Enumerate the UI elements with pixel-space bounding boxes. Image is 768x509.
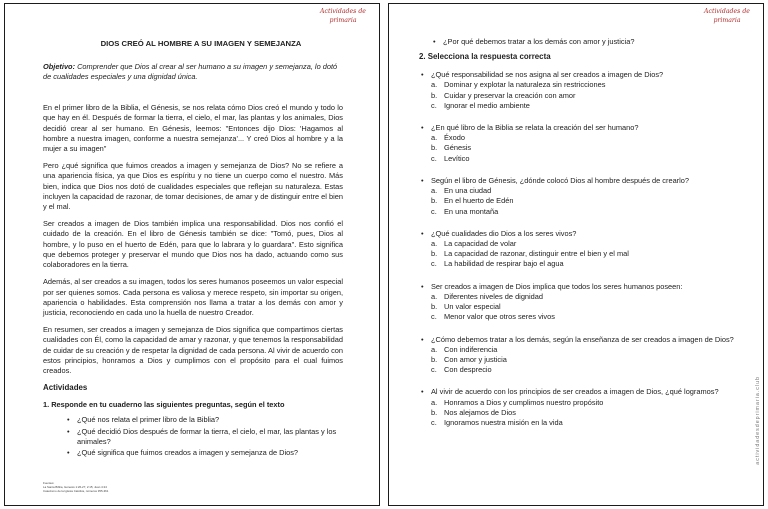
option-letter: a. <box>431 291 438 301</box>
paragraph-2: Pero ¿qué significa que fuimos creados a imagen y semejanza de Dios? No se refiere a una apariencia física, ya que Dios es espíritu y no tiene un cuerpo como el nuestro. Más bien, indica que Dios nos dotó de cualidades especiales que reflejan su naturaleza. Estas incluyen la capacidad de razonar, de tomar decisiones, de amar y de distinguir entre el bien y el mal. <box>43 161 343 212</box>
option-text: Honramos a Dios y cumplimos nuestro propósito <box>444 397 604 407</box>
answer-option <box>431 133 737 143</box>
option-text: Cuidar y preservar la creación con amor <box>444 90 576 100</box>
answer-option <box>431 345 737 355</box>
answer-option <box>431 207 737 217</box>
section-1-questions <box>67 415 343 458</box>
activities-heading: Actividades <box>43 383 88 393</box>
answer-option <box>431 196 737 206</box>
option-text: Con indiferencia <box>444 344 498 354</box>
worksheet-page-left <box>4 3 380 506</box>
option-text: En una montaña <box>444 206 499 216</box>
right-content <box>417 37 737 428</box>
option-text: Un valor especial <box>444 302 501 312</box>
answer-options <box>431 133 737 164</box>
paragraph-4: Además, al ser creados a su imagen, todos los seres humanos poseemos un valor especial por ser quienes somos. Cada persona es valiosa y merece respeto, sin importar su origen, apariencia o habilidades. Esta comprensión nos llama a tratar a los demás con amor y justicia, reconociendo en cada uno la huella de nuestro Creador. <box>43 277 343 317</box>
document-title: DIOS CREÓ AL HOMBRE A SU IMAGEN Y SEMEJANZA <box>100 39 302 48</box>
question-block <box>417 123 737 164</box>
list-item: • ¿Qué decidió Dios después de formar la tierra, el cielo, el mar, las plantas y los animales? <box>67 427 343 447</box>
question-block <box>417 335 737 376</box>
option-letter: b. <box>431 407 438 417</box>
option-letter: a. <box>431 344 438 354</box>
option-letter: b. <box>431 196 438 206</box>
question-text: • ¿Qué cualidades dio Dios a los seres vivos? <box>417 229 737 239</box>
objective-label: Objetivo: <box>43 61 76 71</box>
answer-options <box>431 186 737 217</box>
answer-option <box>431 312 737 322</box>
option-text: En una ciudad <box>444 186 492 196</box>
brand-line-2: primaria <box>329 16 357 24</box>
option-letter: b. <box>431 249 438 259</box>
answer-option <box>431 365 737 375</box>
list-item: • ¿Qué nos relata el primer libro de la Biblia? <box>67 415 343 425</box>
section-1-questions-continued <box>433 37 737 47</box>
brand-line-1: Actividades de <box>704 8 750 15</box>
option-letter: c. <box>431 259 437 269</box>
list-item: • ¿Qué significa que fuimos creados a imagen y semejanza de Dios? <box>67 448 343 458</box>
paragraph-1: En el primer libro de la Biblia, el Génesis, se nos relata cómo Dios creó el mundo y todo lo que hay en él. Después de formar la tierra, el cielo, el mar, las plantas y los animales, Dios decidió crear al ser humano. En Génesis, leemos: "Entonces dijo Dios: 'Hagamos al hombre a nuestra imagen, conforme a nuestra semejanza'... Y creó Dios al hombre y a la mujer a su imagen" <box>43 103 343 153</box>
option-text: Génesis <box>444 143 472 153</box>
answer-option <box>431 398 737 408</box>
answer-option <box>431 186 737 196</box>
question-block <box>417 387 737 428</box>
objective-text: Comprender que Dios al crear al ser humano a su imagen y semejanza, lo dotó de cualidades especiales y una dignidad única. <box>43 61 338 81</box>
question-text: • Al vivir de acuerdo con los principios de ser creados a imagen de Dios, ¿qué logramos? <box>417 387 737 397</box>
option-text: Diferentes niveles de dignidad <box>444 291 544 301</box>
option-text: Nos alejamos de Dios <box>444 407 516 417</box>
section-2-heading: 2. Selecciona la respuesta correcta <box>419 52 551 62</box>
answer-option <box>431 292 737 302</box>
option-text: Ignorar el medio ambiente <box>444 100 530 110</box>
answer-option <box>431 418 737 428</box>
option-letter: a. <box>431 133 438 143</box>
answer-options <box>431 80 737 111</box>
brand-logo <box>315 8 371 26</box>
option-letter: a. <box>431 186 438 196</box>
option-letter: c. <box>431 153 437 163</box>
answer-option <box>431 101 737 111</box>
option-letter: c. <box>431 100 437 110</box>
option-text: La capacidad de razonar, distinguir entre el bien y el mal <box>444 249 629 259</box>
option-letter: b. <box>431 143 438 153</box>
option-text: En el huerto de Edén <box>444 196 514 206</box>
footnote-line: Fuentes: <box>43 481 55 485</box>
option-text: Ignoramos nuestra misión en la vida <box>444 418 563 428</box>
answer-option <box>431 91 737 101</box>
brand-logo <box>699 8 755 26</box>
question-text: • Ser creados a imagen de Dios implica que todos los seres humanos poseen: <box>417 282 737 292</box>
answer-options <box>431 398 737 429</box>
option-letter: c. <box>431 312 437 322</box>
option-text: Dominar y explotar la naturaleza sin restricciones <box>444 80 606 90</box>
option-text: La capacidad de volar <box>444 238 517 248</box>
answer-option <box>431 259 737 269</box>
question-block <box>417 282 737 323</box>
question-block <box>417 70 737 111</box>
answer-option <box>431 80 737 90</box>
option-letter: b. <box>431 354 438 364</box>
paragraph-3: Ser creados a imagen de Dios también implica una responsabilidad. Dios nos confió el cuidado de la creación. En el libro de Génesis también se dice: "Tomó, pues, Dios al hombre, y lo puso en el huerto de Edén, para que lo labrara y lo guardara". Esto significa que debemos proteger y preservar el mundo que Dios nos ha dado, actuando como sus colaboradores en la tierra. <box>43 219 343 270</box>
option-text: Éxodo <box>444 133 465 143</box>
answer-option <box>431 143 737 153</box>
question-block <box>417 229 737 270</box>
answer-options <box>431 239 737 270</box>
option-text: La habilidad de respirar bajo el agua <box>444 259 564 269</box>
vertical-site-url: actividadesdeprimaria.club <box>755 376 761 465</box>
question-text: • Según el libro de Génesis, ¿dónde colocó Dios al hombre después de crearlo? <box>417 176 737 186</box>
sources-footnote <box>43 481 163 494</box>
answer-option <box>431 239 737 249</box>
question-text: • ¿Qué responsabilidad se nos asigna al ser creados a imagen de Dios? <box>417 70 737 80</box>
option-text: Con desprecio <box>444 365 492 375</box>
question-text: • ¿Cómo debemos tratar a los demás, según la enseñanza de ser creados a imagen de Dios? <box>417 335 737 345</box>
option-letter: a. <box>431 80 438 90</box>
objective <box>43 62 343 82</box>
list-item: • ¿Por qué debemos tratar a los demás con amor y justicia? <box>433 37 737 47</box>
answer-option <box>431 249 737 259</box>
question-block <box>417 176 737 217</box>
worksheet-page-right <box>388 3 764 506</box>
left-content <box>43 39 343 459</box>
option-letter: c. <box>431 365 437 375</box>
footnote-line: Catecismo de la Iglesia Católica, números 355-361 <box>43 489 109 494</box>
brand-line-1: Actividades de <box>320 8 366 15</box>
answer-options <box>431 292 737 323</box>
multiple-choice-questions <box>417 70 737 428</box>
section-1-heading: 1. Responde en tu cuaderno las siguientes preguntas, según el texto <box>43 400 285 410</box>
option-letter: a. <box>431 238 438 248</box>
option-text: Menor valor que otros seres vivos <box>444 312 555 322</box>
option-letter: c. <box>431 206 437 216</box>
option-letter: c. <box>431 418 437 428</box>
answer-option <box>431 355 737 365</box>
question-text: • ¿En qué libro de la Biblia se relata la creación del ser humano? <box>417 123 737 133</box>
answer-options <box>431 345 737 376</box>
option-letter: a. <box>431 397 438 407</box>
brand-line-2: primaria <box>713 16 741 24</box>
answer-option <box>431 302 737 312</box>
option-letter: b. <box>431 302 438 312</box>
answer-option <box>431 154 737 164</box>
paragraph-5: En resumen, ser creados a imagen y semejanza de Dios significa que compartimos ciertas cualidades con Él, como la capacidad de amar y razonar, y que tenemos la responsabilidad de cuidar de su creación y de respetar la dignidad de cada persona. Al vivir de acuerdo con estos principios, honramos a Dios y cumplimos con el propósito para el cual fuimos creados. <box>43 325 343 376</box>
option-text: Levítico <box>444 153 470 163</box>
answer-option <box>431 408 737 418</box>
option-letter: b. <box>431 90 438 100</box>
footnote-line: La Santa Biblia, Génesis 1:26-27; 2:15; Juan 4:24 <box>43 485 107 490</box>
option-text: Con amor y justicia <box>444 354 507 364</box>
